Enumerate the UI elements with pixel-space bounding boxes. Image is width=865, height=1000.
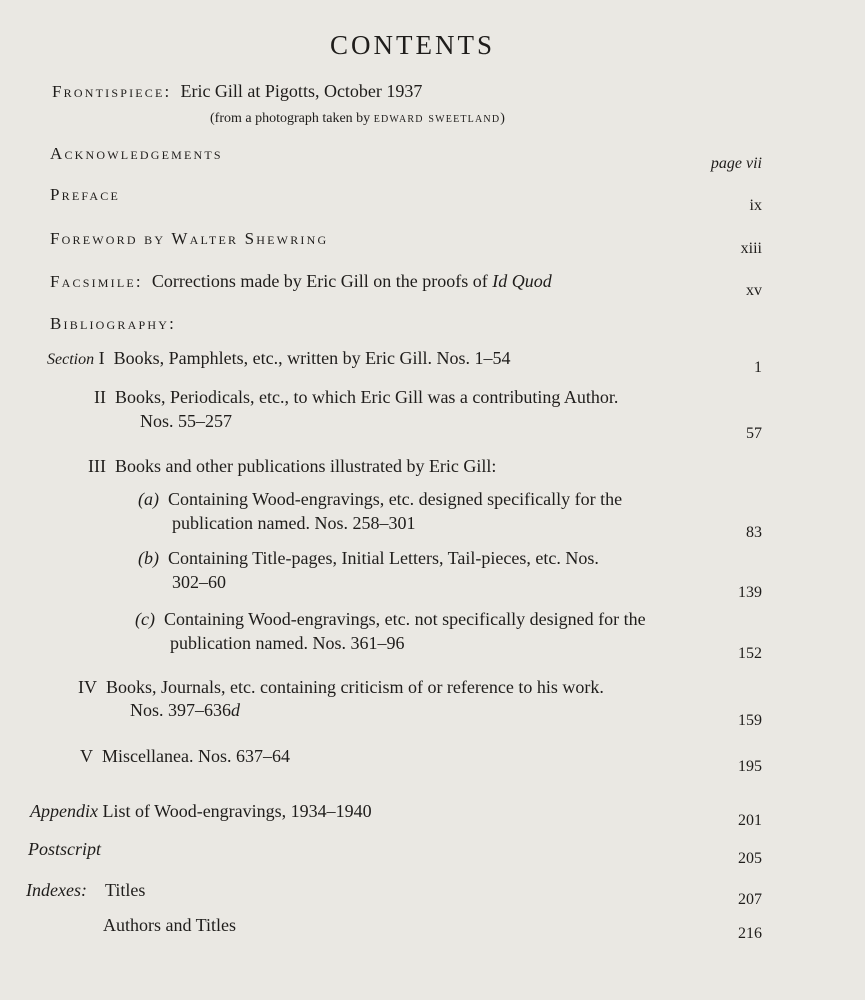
indexes-titles-page: 207 [738, 891, 762, 908]
section-4-line2 [130, 699, 240, 721]
acknowledgements-page: page vii [710, 155, 762, 172]
postscript-page: 205 [738, 850, 762, 867]
facsimile-title: Id Quod [492, 271, 552, 291]
section-4-entry [78, 676, 604, 698]
foreword-label: Foreword by Walter Shewring [50, 229, 329, 248]
appendix-label: Appendix [30, 801, 98, 821]
preface-label: Preface [50, 185, 120, 204]
indexes-label: Indexes: [26, 880, 87, 900]
foreword-page: xiii [740, 240, 762, 257]
section-3b-text-line2: 302–60 [172, 572, 226, 592]
preface-page: ix [749, 197, 762, 214]
frontispiece-entry [52, 80, 422, 103]
section-2-number: II [94, 387, 106, 407]
section-1-number: I [98, 348, 105, 368]
section-4-number: IV [78, 677, 97, 697]
frontispiece-note [210, 108, 505, 130]
section-2-page: 57 [746, 425, 762, 442]
section-2-entry [94, 386, 618, 408]
section-1-entry [47, 347, 511, 371]
section-4-text-suffix: d [231, 700, 241, 720]
section-3c-text-line1: Containing Wood-engravings, etc. not specifically designed for the [163, 609, 646, 629]
section-3c-mark: (c) [135, 609, 155, 629]
postscript-label: Postscript [28, 839, 102, 859]
page-title: CONTENTS [330, 30, 495, 60]
section-3-number: III [88, 456, 106, 476]
frontispiece-note-prefix: (from a photograph taken by [210, 111, 371, 126]
section-1-page: 1 [754, 359, 762, 376]
section-5-entry [80, 745, 290, 767]
facsimile-page: xv [746, 282, 762, 299]
section-4-page: 159 [738, 712, 762, 729]
indexes-entry [26, 879, 145, 901]
indexes-titles-text: Titles [104, 880, 146, 900]
section-3b-page: 139 [738, 584, 762, 601]
facsimile-entry [50, 270, 552, 293]
frontispiece-label: Frontispiece: [52, 82, 172, 101]
section-2-text-line2: Nos. 55–257 [140, 411, 233, 431]
section-2-text-line1: Books, Periodicals, etc., to which Eric Gill was a contributing Author. [115, 387, 619, 407]
section-5-page: 195 [738, 758, 762, 775]
indexes-authors-text: Authors and Titles [103, 915, 237, 935]
section-prefix: Section [47, 351, 95, 368]
section-3b-mark: (b) [138, 548, 159, 568]
appendix-page: 201 [738, 812, 762, 829]
section-3a-text-line1: Containing Wood-engravings, etc. designed specifically for the [168, 489, 623, 509]
section-3b-entry [138, 547, 599, 569]
section-3a-page: 83 [746, 524, 762, 541]
frontispiece-text: Eric Gill at Pigotts, October 1937 [180, 81, 423, 101]
section-3a-mark: (a) [138, 489, 159, 509]
section-4-text-line1: Books, Journals, etc. containing criticism of or reference to his work. [106, 677, 604, 697]
section-3c-entry [135, 608, 646, 630]
section-3a-text-line2: publication named. Nos. 258–301 [172, 513, 416, 533]
appendix-entry [30, 800, 372, 822]
facsimile-text: Corrections made by Eric Gill on the proofs of [151, 271, 488, 291]
bibliography-label: Bibliography: [50, 314, 176, 333]
section-3c-page: 152 [738, 645, 762, 662]
section-3-text: Books and other publications illustrated by Eric Gill: [114, 456, 497, 476]
frontispiece-note-suffix: ) [500, 111, 505, 126]
acknowledgements-label: Acknowledgements [50, 144, 223, 163]
section-5-number: V [80, 746, 93, 766]
indexes-authors-page: 216 [738, 925, 762, 942]
section-1-text: Books, Pamphlets, etc., written by Eric Gill. Nos. 1–54 [113, 348, 511, 368]
section-3a-entry [138, 488, 622, 510]
appendix-text: List of Wood-engravings, 1934–1940 [102, 801, 372, 821]
frontispiece-note-name: edward sweetland [373, 111, 501, 126]
section-3c-text-line2: publication named. Nos. 361–96 [170, 633, 405, 653]
facsimile-label: Facsimile: [50, 272, 143, 291]
section-5-text: Miscellanea. Nos. 637–64 [102, 746, 290, 766]
section-4-text-line2: Nos. 397–636 [130, 700, 232, 720]
section-3-entry [88, 455, 496, 477]
section-3b-text-line1: Containing Title-pages, Initial Letters, Tail-pieces, etc. Nos. [168, 548, 599, 568]
